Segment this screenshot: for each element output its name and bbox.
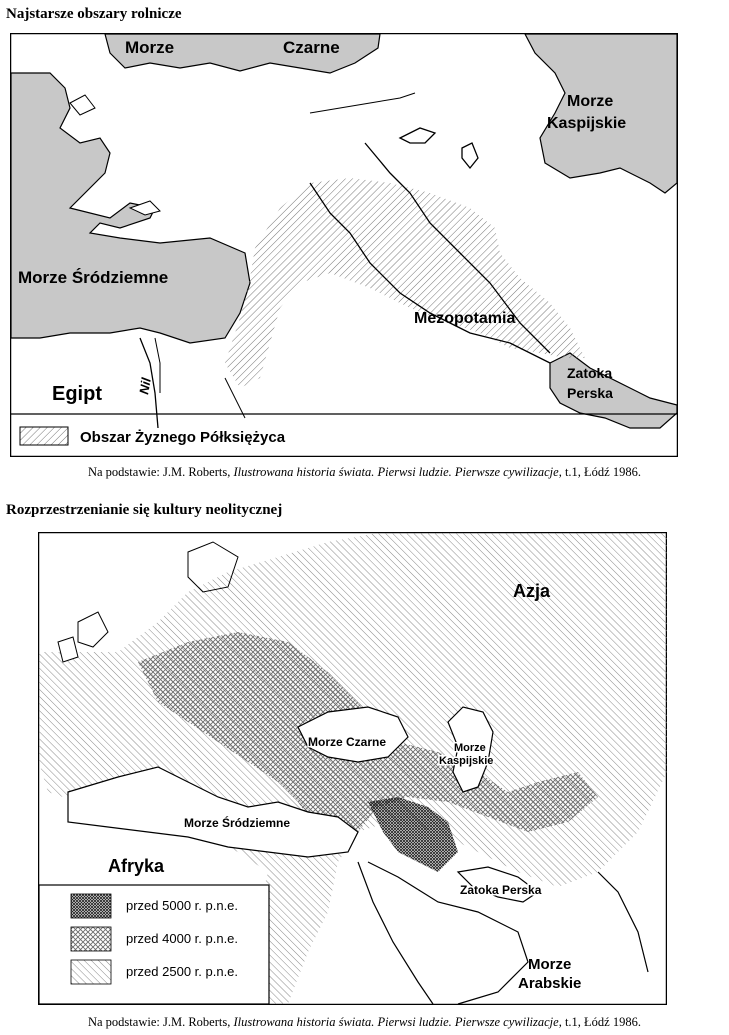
label-morze-srodziemne: Morze Śródziemne [18,268,169,287]
legend-label-4000: przed 4000 r. p.n.e. [126,931,239,946]
label-morze-srodziemne-2: Morze Śródziemne [184,816,291,830]
map2-caption: Na podstawie: J.M. Roberts, Ilustrowana historia świata. Pierwsi ludzie. Pierwsze cywilizacje, t.1, Łódź 1986. [87,1015,641,1029]
label-kaspijskie-2: Kaspijskie [547,115,627,132]
map2-title: Rozprzestrzenianie się kultury neolitycznej [6,502,283,518]
label-morze-czarne: Morze Czarne [308,735,387,749]
label-kaspijskie-m2-1: Morze [454,742,486,754]
map2-neolithic-spread-map [38,532,667,1005]
map1-legend-label: Obszar Żyznego Półksiężyca [80,429,286,446]
label-czarne: Czarne [283,38,340,57]
label-azja: Azja [513,581,551,601]
label-egipt: Egipt [52,383,102,405]
legend-swatch-2500 [71,960,111,984]
map1-fertile-crescent-map [10,33,678,457]
map2-legend [39,885,269,1004]
label-mezopotamia: Mezopotamia [414,310,516,327]
label-nil: Nil [136,376,154,396]
label-zatoka: Zatoka [567,365,613,381]
label-afryka: Afryka [108,856,165,876]
label-kaspijskie-1: Morze [567,93,614,110]
label-morze: Morze [125,38,175,57]
legend-label-5000: przed 5000 r. p.n.e. [126,898,239,913]
map1-caption: Na podstawie: J.M. Roberts, Ilustrowana historia świata. Pierwsi ludzie. Pierwsze cywilizacje, t.1, Łódź 1986. [87,465,641,479]
label-zatoka-perska-2: Zatoka Perska [460,883,542,897]
map1-title: Najstarsze obszary rolnicze [6,6,182,22]
label-morze-arabskie-1: Morze [528,956,572,973]
legend-swatch-5000 [71,894,111,918]
legend-label-2500: przed 2500 r. p.n.e. [126,964,239,979]
legend-swatch-4000 [71,927,111,951]
label-kaspijskie-m2-2: Kaspijskie [439,755,494,767]
label-perska: Perska [567,385,613,401]
label-morze-arabskie-2: Arabskie [518,975,582,992]
